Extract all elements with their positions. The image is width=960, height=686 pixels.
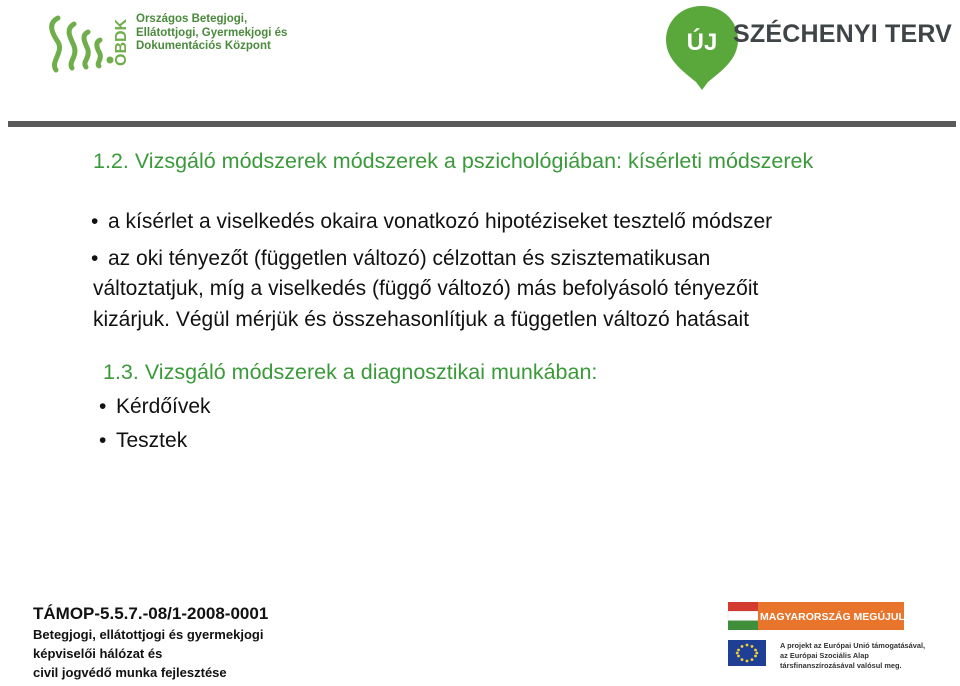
- paragraph-line: változtatjuk, míg a viselkedés (függő változó) más befolyásoló tényezőit: [93, 277, 759, 300]
- obdk-line: Dokumentációs Központ: [136, 40, 271, 52]
- footer-project-info: [33, 603, 393, 682]
- bullet-text: az oki tényezőt (független változó) célzottan és szisztematikusan: [108, 247, 711, 270]
- eu-line: társfinanszírozásával valósul meg.: [780, 661, 902, 670]
- project-code: TÁMOP-5.5.7.-08/1-2008-0001: [33, 604, 269, 623]
- bullet-continuation: [93, 274, 893, 335]
- section-title-experimental: 1.2. Vizsgáló módszerek módszerek a pszichológiában: kísérleti módszerek: [93, 149, 814, 173]
- szechenyi-badge-label: ÚJ: [686, 29, 718, 56]
- bullet-item: [99, 426, 188, 456]
- project-line: képviselői hálózat és: [33, 646, 163, 661]
- bullet-text: a kísérlet a viselkedés okaira vonatkozó hipotéziseket tesztelő módszer: [108, 210, 773, 233]
- bullet-text: Tesztek: [116, 429, 188, 452]
- slide-header: [0, 0, 960, 130]
- project-line: Betegjogi, ellátottjogi és gyermekjogi: [33, 627, 264, 642]
- paragraph-line: kizárjuk. Végül mérjük és összehasonlítjuk a független változó hatásait: [93, 307, 750, 331]
- obdk-org-name: [136, 13, 287, 54]
- bullet-item: [91, 244, 868, 274]
- szechenyi-terv-label: SZÉCHENYI TERV: [733, 20, 953, 48]
- obdk-line: Ellátottjogi, Gyermekjogi és: [136, 26, 288, 39]
- obdk-line: Országos Betegjogi,: [136, 13, 248, 25]
- eu-funding-text: [780, 641, 925, 671]
- eu-line: A projekt az Európai Unió támogatásával,: [780, 641, 926, 650]
- bullet-item: [99, 392, 211, 422]
- bullet-item: [91, 207, 888, 237]
- bullet-text: Kérdőívek: [116, 395, 211, 418]
- magyarorszag-megujul-label: MAGYARORSZÁG MEGÚJUL: [760, 611, 905, 623]
- bullet-dot: •: [99, 429, 107, 452]
- bullet-dot: •: [91, 210, 99, 233]
- section-title-diagnostic: 1.3. Vizsgáló módszerek a diagnosztikai munkában:: [103, 360, 598, 384]
- header-divider: [8, 121, 956, 127]
- project-line: civil jogvédő munka fejlesztése: [33, 665, 227, 680]
- eu-line: az Európai Szociális Alap: [780, 651, 869, 660]
- bullet-dot: •: [99, 395, 107, 418]
- bullet-dot: •: [91, 247, 99, 270]
- obdk-vertical-label: OBDK: [113, 18, 130, 66]
